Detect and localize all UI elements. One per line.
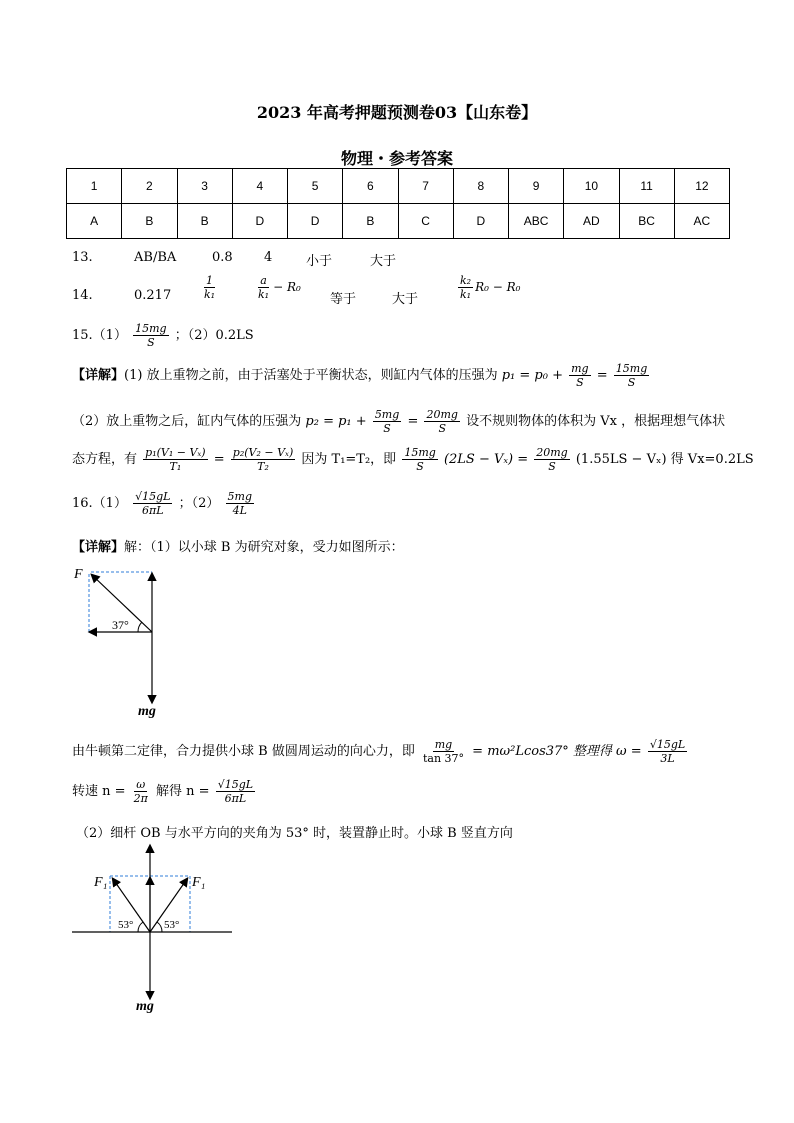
fraction: $\frac{15mg}{S}$ xyxy=(135,322,167,349)
answer-cell: D xyxy=(288,204,343,239)
q15-answer-line: 15.（1） $\frac{15mg}{S}$ ；（2）0.2LS xyxy=(72,322,254,349)
gravity-label: mg xyxy=(136,999,154,1014)
fraction: $\frac{1}{\text{k₁}}$ xyxy=(204,274,216,301)
q14-number: 14. xyxy=(72,288,93,303)
answer-cell: BC xyxy=(619,204,674,239)
fraction: $\frac{√15gL}{3L}$ xyxy=(649,738,686,765)
q16-detail-4: （2）细杆 OB 与水平方向的夹角为 53° 时，装置静止时。小球 B 竖直方向 xyxy=(76,826,513,841)
q14-answer-3: $\frac{a}{\text{k₁}}$ − R₀ xyxy=(258,274,301,301)
force-f1-right-label: F₁ xyxy=(192,875,206,890)
force-f1-left-label: F₁ xyxy=(94,875,108,890)
q13-answer-2: 0.8 xyxy=(212,250,233,265)
fraction: $\frac{√15gL}{6\pi L}$ xyxy=(135,490,171,517)
question-number-cell: 2 xyxy=(122,169,177,204)
fraction: $\frac{5mg}{4L}$ xyxy=(227,490,252,517)
q16-detail-3: 转速 n = $\frac{\omega}{2\pi}$ 解得 n = $\frac{√15gL}{6\pi L}$ xyxy=(72,778,254,805)
q15-detail-3: 态方程，有 $\frac{\text{p₁(V₁ − Vₓ)}}{\text{T₁}}$ = $\frac{\text{p₂(V₂ − Vₓ)}}{\text{T₂}}$ 因为 T₁=T₂，即 $\frac{15mg}{S}$ (2LS − Vₓ) = $\frac{20mg}{S}$ (1.55LS − Vₓ) 得 Vx=0.2LS xyxy=(72,446,754,473)
answer-cell: B xyxy=(122,204,177,239)
question-number-cell: 8 xyxy=(453,169,508,204)
answer-cell: A xyxy=(67,204,122,239)
q13-answer-3: 4 xyxy=(264,250,273,265)
question-number-cell: 9 xyxy=(509,169,564,204)
fraction: $\frac{15mg}{S}$ xyxy=(615,362,648,389)
gravity-label: mg xyxy=(138,704,156,719)
q14-answer-4: 等于 xyxy=(330,292,357,307)
q16-answer-line: 16.（1） $\frac{√15gL}{6\pi L}$ ；（2） $\frac{5mg}{4L}$ xyxy=(72,490,252,517)
q14-answer-2 xyxy=(200,274,219,301)
question-number-cell: 3 xyxy=(177,169,232,204)
q15-detail-2: （2）放上重物之后，缸内气体的压强为 p₂ = p₁ + $\frac{5mg}{S}$ = $\frac{20mg}{S}$ 设不规则物体的体积为 Vx ，根据理想气体状 xyxy=(72,408,726,435)
answer-cell: B xyxy=(343,204,398,239)
force-diagram-2 xyxy=(68,842,238,1017)
fraction: $\frac{20mg}{S}$ xyxy=(536,446,568,473)
angle-left-label: 53° xyxy=(118,919,134,931)
question-number-cell: 12 xyxy=(674,169,729,204)
fraction: $\frac{mg}{S}$ xyxy=(571,362,589,389)
fraction: $\frac{15mg}{S}$ xyxy=(404,446,436,473)
angle-label: 37° xyxy=(112,618,129,632)
fraction: $\frac{a}{\text{k₁}}$ xyxy=(258,274,270,301)
question-number-cell: 10 xyxy=(564,169,619,204)
question-number-cell: 7 xyxy=(398,169,453,204)
answer-cell: C xyxy=(398,204,453,239)
q14-answer-6: $\frac{\text{k₂}}{\text{k₁}}$ R₀ − R₀ xyxy=(460,274,521,301)
answer-cell: AC xyxy=(674,204,729,239)
fraction: $\frac{\text{p₂(V₂ − Vₓ)}}{\text{T₂}}$ xyxy=(232,446,294,473)
answer-cell: D xyxy=(453,204,508,239)
question-number-cell: 6 xyxy=(343,169,398,204)
q15-detail-1: 【详解】(1) 放上重物之前，由于活塞处于平衡状态，则缸内气体的压强为 p₁ = p₀ + $\frac{mg}{S}$ = $\frac{15mg}{S}$ xyxy=(72,362,648,389)
angle-arc-right xyxy=(157,922,162,932)
q13-answer-4: 小于 xyxy=(306,254,333,269)
fraction: $\frac{mg}{\tan 37^\circ}$ xyxy=(422,738,465,765)
fraction: $\frac{\text{p₁(V₁ − Vₓ)}}{\text{T₁}}$ xyxy=(145,446,206,473)
q14-answer-5: 大于 xyxy=(392,292,419,307)
q13-answer-5: 大于 xyxy=(370,254,397,269)
detail-label: 【详解】 xyxy=(72,368,125,383)
answer-cell: D xyxy=(232,204,287,239)
q16-detail-2: 由牛顿第二定律，合力提供小球 B 做圆周运动的向心力，即 $\frac{mg}{\tan 37^\circ}$ = mω²Lcos37° 整理得 ω = $\frac{√15gL}{3L}$ xyxy=(72,738,686,765)
q14-answer-1: 0.217 xyxy=(134,288,172,303)
fraction: $\frac{√15gL}{6\pi L}$ xyxy=(217,778,254,805)
angle-right-label: 53° xyxy=(164,919,180,931)
angle-arc xyxy=(138,622,142,632)
answer-cell: B xyxy=(177,204,232,239)
force-f-label: F xyxy=(74,567,83,582)
angle-arc-left xyxy=(138,922,143,932)
detail-label: 【详解】 xyxy=(72,540,125,555)
answer-cell: ABC xyxy=(509,204,564,239)
question-number-cell: 11 xyxy=(619,169,674,204)
fraction: $\frac{20mg}{S}$ xyxy=(426,408,458,435)
page-title: 2023 年高考押题预测卷03【山东卷】 xyxy=(256,103,538,122)
fraction: $\frac{5mg}{S}$ xyxy=(374,408,400,435)
answer-cell: AD xyxy=(564,204,619,239)
fraction: $\frac{\omega}{2\pi}$ xyxy=(133,778,148,805)
question-number-cell: 5 xyxy=(288,169,343,204)
fraction: $\frac{\text{k₂}}{\text{k₁}}$ xyxy=(460,274,472,301)
question-number-cell: 1 xyxy=(67,169,122,204)
q16-detail-1: 【详解】解：（1）以小球 B 为研究对象，受力如图所示： xyxy=(72,540,404,555)
question-number-cell: 4 xyxy=(232,169,287,204)
answer-table xyxy=(66,168,730,239)
force-diagram-1 xyxy=(60,560,180,720)
page-subtitle: 物理・参考答案 xyxy=(340,149,453,168)
answer-table-answer-row xyxy=(67,204,730,239)
q13-number: 13. xyxy=(72,250,93,265)
answer-table-number-row xyxy=(67,169,730,204)
q13-answer-1: AB/BA xyxy=(134,250,177,265)
